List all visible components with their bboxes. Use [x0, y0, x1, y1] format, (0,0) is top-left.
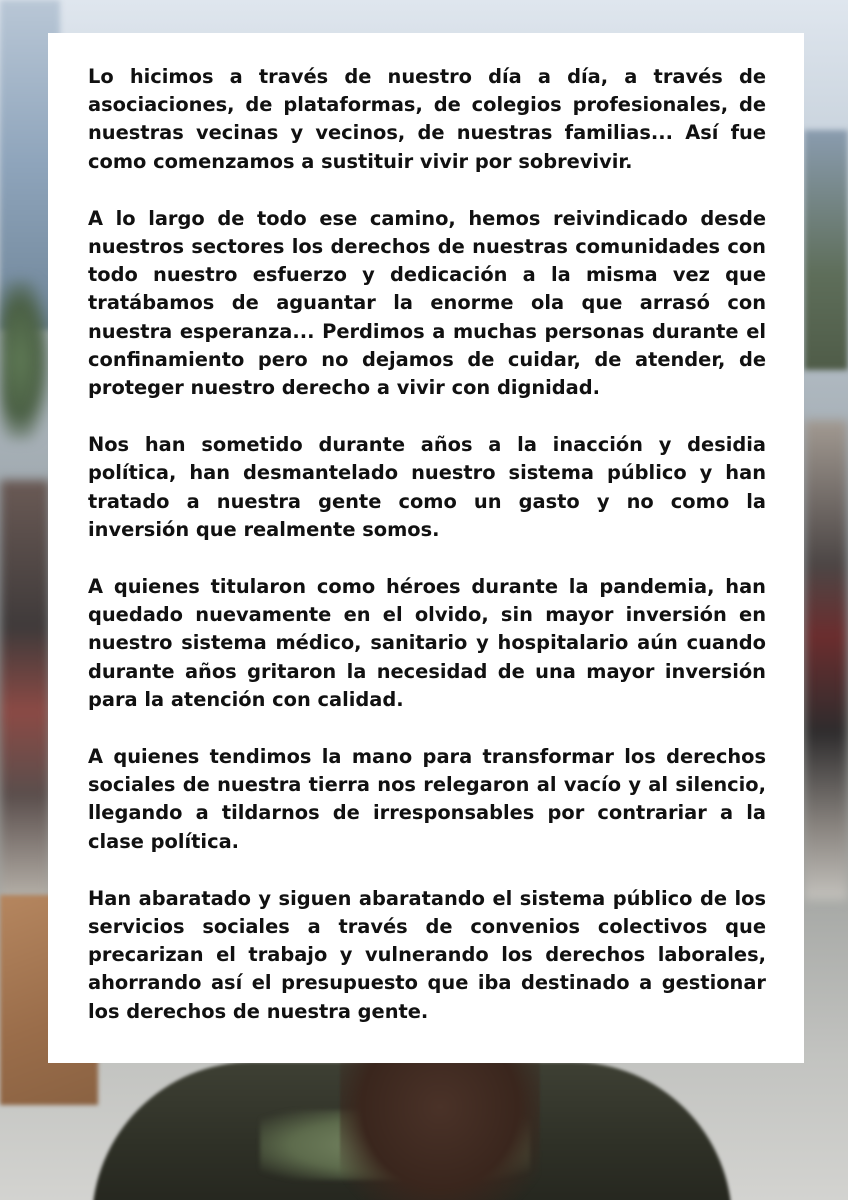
- paragraph: A quienes titularon como héroes durante la pandemia, han quedado nuevamente en el olvido, sin mayor inversión en nuestro sistema médico, sanitario y hospitalario aún cuando durante años gritaron la necesidad de una mayor inversión para la atención con calidad.: [88, 575, 766, 711]
- paragraph: Han abaratado y siguen abaratando el sistema público de los servicios sociales a través de convenios colectivos que precarizan el trabajo y vulnerando los derechos laborales, ahorrando así el presupuesto que iba destinado a gestionar los derechos de nuestra gente.: [88, 886, 766, 1023]
- background-building-right: [804, 130, 848, 370]
- paragraph: A quienes tendimos la mano para transformar los derechos sociales de nuestra tierra nos relegaron al vacío y al silencio, llegando a tildarnos de irresponsables por contrariar a la clase política.: [88, 745, 766, 853]
- paragraph: Lo hicimos a través de nuestro día a día, a través de asociaciones, de plataformas, de colegios profesionales, de nuestras vecinas y vecinos, de nuestras familias... Así fue como comenzamos a sustituir vivir por sobrevivir.: [88, 65, 766, 173]
- background-crowd-right: [804, 420, 848, 900]
- background-trees: [0, 280, 50, 440]
- text-card: [48, 33, 804, 1063]
- paragraph: A lo largo de todo ese camino, hemos reivindicado desde nuestros sectores los derechos de nuestras comunidades con todo nuestro esfuerzo y dedicación a la misma vez que tratábamos de aguantar la enorme ola que arrasó con nuestra esperanza... Perdimos a muchas personas durante el confinamiento pero no dejamos de cuidar, de atender, de proteger nuestro derecho a vivir con dignidad.: [88, 206, 766, 400]
- paragraph: Nos han sometido durante años a la inacción y desidia política, han desmantelado nuestro sistema público y han tratado a nuestra gente como un gasto y no como la inversión que realmente somos.: [88, 433, 766, 541]
- background-crowd-left: [0, 480, 50, 900]
- background-hair: [340, 1062, 540, 1200]
